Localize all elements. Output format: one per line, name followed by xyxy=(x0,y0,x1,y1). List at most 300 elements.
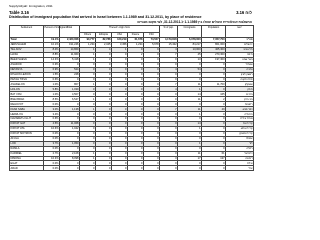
row-ethiopia: 0 xyxy=(96,112,112,117)
col-header-by-origin: Thereof: origin from xyxy=(80,26,160,33)
row-france: 0 xyxy=(128,166,144,171)
row-immigrants: 0 xyxy=(178,77,202,82)
row-settlement: BAT YAM xyxy=(10,92,44,97)
row-others: 0 xyxy=(80,126,96,131)
row-fsu: 0 xyxy=(144,166,160,171)
row-settlement-he: כפר סבא xyxy=(226,107,254,112)
row-france: 0 xyxy=(128,131,144,136)
row-total: 2,108 xyxy=(60,151,80,156)
row-settlement-he: רמלה xyxy=(226,146,254,151)
row-total: 11,068 xyxy=(60,121,80,126)
row-ethiopia: 0 xyxy=(96,67,112,72)
row-total: 0 xyxy=(60,146,80,151)
row-settlement-he: בני ברק xyxy=(226,97,254,102)
row-usa: 0 xyxy=(112,166,128,171)
row-fsu: 0 xyxy=(144,121,160,126)
row-population: 0 xyxy=(202,136,226,141)
row-total: 1,042 xyxy=(60,126,80,131)
row-percent: 10.1% xyxy=(44,42,60,47)
row-others: 0 xyxy=(80,146,96,151)
row-usa: 0 xyxy=(112,117,128,122)
row-france: 0 xyxy=(128,107,144,112)
row-immigrants: 0 xyxy=(178,161,202,166)
row-others: 1 xyxy=(80,156,96,161)
row-total: 0 xyxy=(60,112,80,117)
row-percent: 1.5% xyxy=(44,72,60,77)
row-population: 0 xyxy=(202,72,226,77)
row-france: 0 xyxy=(128,141,144,146)
row-immigrants: 0 xyxy=(178,62,202,67)
row-others: 0 xyxy=(80,141,96,146)
row-france: 0 xyxy=(128,82,144,87)
row-others: 0 xyxy=(80,131,96,136)
row-population: 405,300 xyxy=(202,47,226,52)
row-fsu: 0 xyxy=(144,57,160,62)
col-header-percent: Percent of immigrants xyxy=(44,26,60,38)
row-others: 0 xyxy=(80,77,96,82)
row-fsu: 0 xyxy=(144,82,160,87)
row-settlement-he: רחובות xyxy=(226,102,254,107)
row-usa: 0 xyxy=(112,112,128,117)
row-immigrants: 11 xyxy=(178,107,202,112)
row-settlement-he: סה"כ xyxy=(226,38,254,43)
row-usa: 0 xyxy=(112,52,128,57)
table-title-hebrew: התפלגות אוכלוסיית העולים שעלו בין 1.1.1989 ל-31.12.2011, לפי מקום מגורים xyxy=(137,20,252,24)
row-percent: 0.3% xyxy=(44,62,60,67)
row-total: 1,138 xyxy=(60,107,80,112)
row-fsu: 0 xyxy=(144,77,160,82)
row-usa: 0 xyxy=(112,62,128,67)
row-percent: 14.3% xyxy=(44,57,60,62)
row-france: 0 xyxy=(128,156,144,161)
row-settlement-he: באר שבע xyxy=(226,57,254,62)
row-percent-pop: 0 xyxy=(160,151,178,156)
row-percent-pop: 7 xyxy=(160,107,178,112)
row-usa: 0 xyxy=(112,126,128,131)
row-total: 0 xyxy=(60,136,80,141)
row-france: 0 xyxy=(128,136,144,141)
row-total: 8,098 xyxy=(60,156,80,161)
row-france: 0 xyxy=(128,92,144,97)
row-usa: 0 xyxy=(112,97,128,102)
row-ethiopia: 0 xyxy=(96,52,112,57)
row-fsu: 0 xyxy=(144,72,160,77)
row-population: 0 xyxy=(202,112,226,117)
row-ethiopia: 0 xyxy=(96,166,112,171)
row-percent: 4.5% xyxy=(44,121,60,126)
row-percent-pop: 4 xyxy=(160,47,178,52)
row-ethiopia: 0 xyxy=(96,62,112,67)
row-others: 0 xyxy=(80,62,96,67)
row-total: 0 xyxy=(60,102,80,107)
row-immigrants: 13 xyxy=(178,57,202,62)
row-settlement-he: בת ים xyxy=(226,92,254,97)
row-percent: 1.0% xyxy=(44,92,60,97)
row-percent-pop: 0 xyxy=(160,97,178,102)
row-settlement: RAMLA xyxy=(10,146,44,151)
row-fsu: 0 xyxy=(144,141,160,146)
row-percent: 3.0% xyxy=(44,107,60,112)
row-france: 0 xyxy=(128,117,144,122)
row-settlement-he: אילת xyxy=(226,161,254,166)
row-settlement-he: לוד xyxy=(226,141,254,146)
row-percent-pop: 15,432 xyxy=(160,42,178,47)
row-percent-pop: 0 xyxy=(160,112,178,117)
row-immigrants: 0 xyxy=(178,166,202,171)
row-fsu: 0 xyxy=(144,62,160,67)
row-settlement: KARMIEL xyxy=(10,151,44,156)
row-population: 11,700 xyxy=(202,82,226,87)
row-ethiopia: 0 xyxy=(96,77,112,82)
row-ethiopia: 0 xyxy=(96,72,112,77)
row-ethiopia: 0 xyxy=(96,151,112,156)
row-population: 137 xyxy=(202,156,226,161)
row-ethiopia: 0 xyxy=(96,82,112,87)
row-settlement: BEER SHEVA xyxy=(10,57,44,62)
row-percent: 0.6% xyxy=(44,77,60,82)
row-settlement: KIRYAT GAT xyxy=(10,121,44,126)
row-percent-pop: 0 xyxy=(160,62,178,67)
row-percent: 8.5% xyxy=(44,97,60,102)
row-settlement-he: תל אביב xyxy=(226,47,254,52)
row-population: 0 xyxy=(202,126,226,131)
row-ethiopia: 0 xyxy=(96,141,112,146)
row-percent-pop: 7 xyxy=(160,82,178,87)
row-immigrants: 0 xyxy=(178,136,202,141)
row-settlement: KIRYAT MOTZKIN xyxy=(10,131,44,136)
row-percent: 5.8% xyxy=(44,87,60,92)
row-settlement-he: חולון xyxy=(226,87,254,92)
col-header-percent-pop: % of pop. xyxy=(160,26,178,38)
row-others: 1 xyxy=(80,151,96,156)
row-settlement: HOLON xyxy=(10,87,44,92)
row-settlement: KFAR SABA xyxy=(10,107,44,112)
row-ethiopia: 0 xyxy=(96,131,112,136)
row-total: 0 xyxy=(60,131,80,136)
row-fsu: 0 xyxy=(144,52,160,57)
row-others: 1,234 xyxy=(80,42,96,47)
row-settlement-he: ערד xyxy=(226,166,254,171)
row-settlement-he: פתח תקווה xyxy=(226,77,254,82)
row-others: 1 xyxy=(80,107,96,112)
row-population: 0 xyxy=(202,67,226,72)
row-fsu: 0 xyxy=(144,67,160,72)
row-ethiopia: 4 xyxy=(96,47,112,52)
row-percent-pop: 0 xyxy=(160,136,178,141)
row-percent: 3.4% xyxy=(44,112,60,117)
row-population: 61 xyxy=(202,151,226,156)
row-total: 11,960 xyxy=(60,52,80,57)
row-population: 0 xyxy=(202,77,226,82)
row-immigrants: 17 xyxy=(178,156,202,161)
row-percent-pop: 0 xyxy=(160,77,178,82)
row-fsu: 0 xyxy=(144,156,160,161)
row-settlement-he: קריית אתא xyxy=(226,126,254,131)
row-percent-pop: 0 xyxy=(160,57,178,62)
row-population: 2 xyxy=(202,97,226,102)
row-france: 0 xyxy=(128,161,144,166)
row-france: 0 xyxy=(128,67,144,72)
row-settlement: PETAH TIKVA xyxy=(10,77,44,82)
row-france: 0 xyxy=(128,151,144,156)
row-others: 0 xyxy=(80,92,96,97)
row-percent-pop: 0 xyxy=(160,126,178,131)
row-percent: 2.7% xyxy=(44,151,60,156)
row-settlement-he: נתניה xyxy=(226,67,254,72)
row-settlement-he: ירושלים xyxy=(226,42,254,47)
data-table xyxy=(9,25,254,171)
row-france: 2 xyxy=(128,52,144,57)
row-settlement: KIRYAT ATA xyxy=(10,126,44,131)
row-population: 0 xyxy=(202,166,226,171)
row-total: 6,547 xyxy=(60,97,80,102)
row-percent-pop: 3 xyxy=(160,156,178,161)
row-usa: 0 xyxy=(112,72,128,77)
row-ethiopia: 0 xyxy=(96,121,112,126)
row-percent-pop: 0 xyxy=(160,117,178,122)
row-usa: 0 xyxy=(112,121,128,126)
row-usa: 0 xyxy=(112,136,128,141)
row-immigrants: 1 xyxy=(178,126,202,131)
row-fsu: 0 xyxy=(144,107,160,112)
col-header-settlement-he: יישוב xyxy=(226,26,254,38)
row-settlement: HERZLIYA xyxy=(10,112,44,117)
row-percent-pop: 0 xyxy=(160,72,178,77)
row-france: 0 xyxy=(128,126,144,131)
row-total: 5,418 xyxy=(60,57,80,62)
row-percent: 0.0% xyxy=(44,131,60,136)
row-percent: 1.0% xyxy=(44,82,60,87)
row-percent: 0.0% xyxy=(44,146,60,151)
row-total: 0 xyxy=(60,77,80,82)
row-immigrants: 6,378,000 xyxy=(178,38,202,43)
row-settlement: NETANYA xyxy=(10,67,44,72)
row-fsu: 0 xyxy=(144,102,160,107)
row-fsu: 0 xyxy=(144,97,160,102)
row-usa: 0 xyxy=(112,161,128,166)
row-france: 0 xyxy=(128,62,144,67)
row-ethiopia: 0 xyxy=(96,161,112,166)
row-usa: 0 xyxy=(112,107,128,112)
row-others: 90,777 xyxy=(80,38,96,43)
row-others: 0 xyxy=(80,136,96,141)
row-others: 0 xyxy=(80,72,96,77)
row-usa: 0 xyxy=(112,141,128,146)
row-ethiopia: 0 xyxy=(96,102,112,107)
col-header-fsu: FSU xyxy=(144,33,160,38)
row-population: 0 xyxy=(202,131,226,136)
row-settlement: JERUSALEM xyxy=(10,42,44,47)
row-usa: 0 xyxy=(112,102,128,107)
row-france: 0 xyxy=(128,77,144,82)
col-header-total: Total xyxy=(60,26,80,38)
row-population: 0 xyxy=(202,146,226,151)
row-immigrants: 13,000 xyxy=(178,47,202,52)
row-usa: 0 xyxy=(112,92,128,97)
row-population: 0 xyxy=(202,87,226,92)
row-percent: 0.0% xyxy=(44,166,60,171)
row-fsu: 9 xyxy=(144,47,160,52)
row-settlement: BNEI BRAK xyxy=(10,97,44,102)
col-header-france: France xyxy=(128,33,144,38)
row-percent: 0.0% xyxy=(44,136,60,141)
row-settlement-he: הרצליה xyxy=(226,112,254,117)
row-immigrants: 1 xyxy=(178,87,202,92)
row-population: 0 xyxy=(202,121,226,126)
row-percent: 6.9% xyxy=(44,67,60,72)
row-settlement-he: אשדוד xyxy=(226,62,254,67)
table-code: 3.16 לוח xyxy=(236,10,252,15)
row-settlement-he: כרמיאל xyxy=(226,151,254,156)
row-settlement: LOD xyxy=(10,141,44,146)
row-settlement: TEL AVIV xyxy=(10,47,44,52)
row-france: 0 xyxy=(128,102,144,107)
row-fsu: 5,678 xyxy=(144,42,160,47)
row-fsu: 0 xyxy=(144,117,160,122)
row-population: 0 xyxy=(202,161,226,166)
row-total: 0 xyxy=(60,117,80,122)
row-usa: 0 xyxy=(112,57,128,62)
row-settlement-he: אשקלון xyxy=(226,82,254,87)
row-population: 197,300 xyxy=(202,57,226,62)
row-immigrants: 14 xyxy=(178,92,202,97)
row-total: 1,050 xyxy=(60,141,80,146)
row-usa: 0 xyxy=(112,156,128,161)
row-total: 14,869 xyxy=(60,47,80,52)
row-france: 1,234 xyxy=(128,42,144,47)
row-ethiopia: 0 xyxy=(96,126,112,131)
row-settlement-he: ראשון לציון xyxy=(226,72,254,77)
row-total: 0 xyxy=(60,166,80,171)
col-header-usa: USA xyxy=(112,33,128,38)
row-others: 0 xyxy=(80,121,96,126)
row-percent: 0.6% xyxy=(44,117,60,122)
row-fsu: 73,527 xyxy=(144,38,160,43)
row-others: 1 xyxy=(80,82,96,87)
row-settlement-he: חיפה xyxy=(226,52,254,57)
row-ethiopia: 0 xyxy=(96,146,112,151)
row-total: 0 xyxy=(60,62,80,67)
row-immigrants: 54 xyxy=(178,67,202,72)
row-fsu: 0 xyxy=(144,151,160,156)
row-france: 0 xyxy=(128,121,144,126)
row-total: 1,039 xyxy=(60,87,80,92)
row-population: 49 xyxy=(202,107,226,112)
row-others: 0 xyxy=(80,67,96,72)
row-settlement: RISHON LEZION xyxy=(10,72,44,77)
row-fsu: 0 xyxy=(144,161,160,166)
row-total: 4,507 xyxy=(60,92,80,97)
row-immigrants: 45 xyxy=(178,52,202,57)
row-population: 7,357,700 xyxy=(202,38,226,43)
col-header-others: Others xyxy=(80,33,96,38)
row-usa: 0 xyxy=(112,151,128,156)
row-population: 165 xyxy=(202,92,226,97)
col-header-settlement: Settlement xyxy=(10,26,44,38)
row-others: 0 xyxy=(80,87,96,92)
row-total: 807 xyxy=(60,82,80,87)
row-others: 0 xyxy=(80,166,96,171)
row-settlement-he: קריית גת xyxy=(226,121,254,126)
row-percent-pop: 0 xyxy=(160,131,178,136)
row-france: 0 xyxy=(128,87,144,92)
row-france: 61,678 xyxy=(128,38,144,43)
row-settlement-he: קריית מוצקין xyxy=(226,131,254,136)
row-immigrants: 11 xyxy=(178,151,202,156)
row-immigrants: 14 xyxy=(178,121,202,126)
row-total: 0 xyxy=(60,161,80,166)
row-settlement: EILAT xyxy=(10,161,44,166)
row-total: 2,420,008 xyxy=(60,38,80,43)
row-ethiopia: 0 xyxy=(96,117,112,122)
row-others: 0 xyxy=(80,102,96,107)
row-total: 191,246 xyxy=(60,42,80,47)
row-ethiopia: 2,345 xyxy=(96,42,112,47)
source-line: Supply/Aliyah: Immigration, 2011 xyxy=(9,4,53,8)
row-population: 270,300 xyxy=(202,52,226,57)
row-settlement-he: עפולה xyxy=(226,136,254,141)
row-percent: 0.0% xyxy=(44,161,60,166)
row-percent-pop: 0 xyxy=(160,141,178,146)
row-immigrants: 11 xyxy=(178,82,202,87)
row-percent-pop: 0 xyxy=(160,121,178,126)
row-immigrants: 0 xyxy=(178,117,202,122)
row-usa: 3,456 xyxy=(112,42,128,47)
row-population: 0 xyxy=(202,141,226,146)
row-immigrants: 11 xyxy=(178,97,202,102)
row-usa: 1 xyxy=(112,47,128,52)
row-percent: 3.7% xyxy=(44,141,60,146)
row-settlement: HAIFA xyxy=(10,52,44,57)
row-others: 1 xyxy=(80,97,96,102)
row-usa: 0 xyxy=(112,87,128,92)
row-percent-pop: 0 xyxy=(160,161,178,166)
col-header-immigrants: Immigrants xyxy=(178,26,202,38)
row-ethiopia: 0 xyxy=(96,136,112,141)
row-settlement: ASHDOD xyxy=(10,62,44,67)
row-population: 0 xyxy=(202,62,226,67)
row-others: 0 xyxy=(80,112,96,117)
row-usa: 0 xyxy=(112,82,128,87)
row-ethiopia: 3 xyxy=(96,57,112,62)
row-percent: 8.4% xyxy=(44,47,60,52)
row-settlement: NAZARETH ILLIT xyxy=(10,117,44,122)
row-ethiopia: 0 xyxy=(96,156,112,161)
row-france: 0 xyxy=(128,97,144,102)
row-percent-pop: 4,179,818 xyxy=(160,38,178,43)
row-usa: 0 xyxy=(112,146,128,151)
row-immigrants: 1 xyxy=(178,141,202,146)
row-percent: 8.8% xyxy=(44,52,60,57)
row-usa: 0 xyxy=(112,67,128,72)
row-fsu: 0 xyxy=(144,146,160,151)
row-france: 0 xyxy=(128,146,144,151)
row-settlement: DIMONA xyxy=(10,156,44,161)
row-france: 0 xyxy=(128,112,144,117)
row-others: 0 xyxy=(80,161,96,166)
row-fsu: 0 xyxy=(144,131,160,136)
row-population: 0 xyxy=(202,102,226,107)
col-header-ethiopia: Ethiopia xyxy=(96,33,112,38)
row-percent-pop: 0 xyxy=(160,102,178,107)
row-percent: 19.1% xyxy=(44,38,60,43)
row-immigrants: 84,217 xyxy=(178,42,202,47)
row-percent-pop: 0 xyxy=(160,146,178,151)
row-ethiopia: 0 xyxy=(96,92,112,97)
row-usa: 0 xyxy=(112,77,128,82)
row-settlement: REHOVOT xyxy=(10,102,44,107)
col-header-population: Population xyxy=(202,26,226,38)
